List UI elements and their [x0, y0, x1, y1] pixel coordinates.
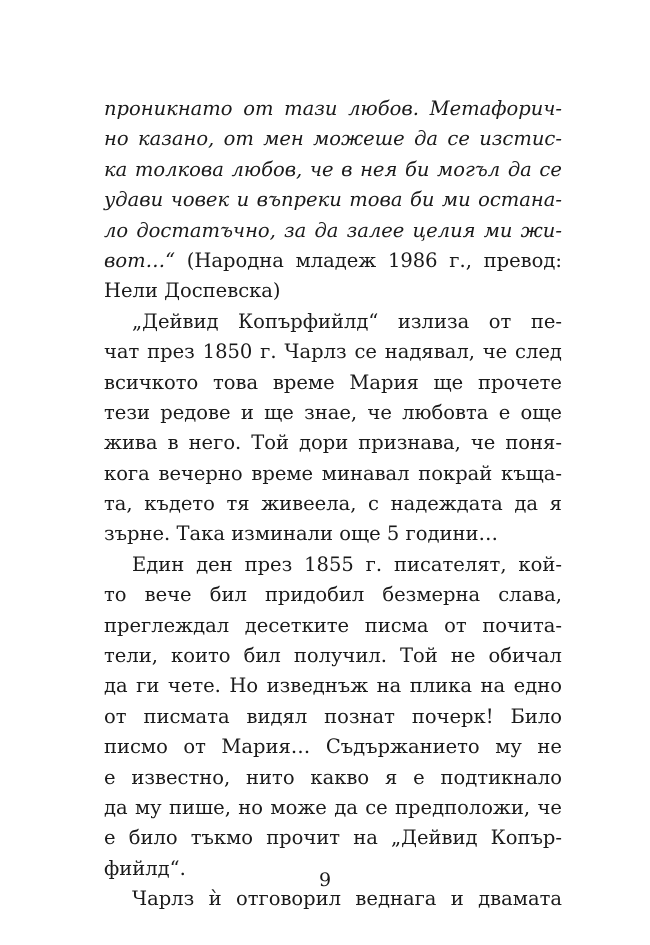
word: Копърфийлд“: [238, 309, 379, 333]
word: че: [482, 340, 508, 364]
word: че: [470, 431, 496, 455]
text-line: [104, 550, 562, 580]
word: тели,: [104, 644, 158, 668]
word: от: [444, 613, 467, 637]
text-line: [104, 368, 562, 398]
word: удави: [104, 188, 164, 212]
text-line: [104, 763, 562, 793]
word: видял: [246, 704, 308, 728]
word: на: [376, 674, 402, 698]
word: време: [272, 370, 335, 394]
word: познат: [324, 704, 395, 728]
text-line: [104, 641, 562, 671]
body-text: [104, 94, 562, 915]
word: вече: [144, 583, 192, 607]
word: жи-: [520, 218, 562, 242]
word: почита-: [482, 613, 562, 637]
word: въпреки: [256, 188, 342, 212]
word: да: [314, 218, 339, 242]
word: Доспевска): [164, 279, 281, 303]
word: ги: [136, 674, 160, 698]
word: „Дейвид: [391, 826, 478, 850]
word: това: [349, 188, 403, 212]
word: остана-: [478, 188, 562, 212]
word: за: [284, 218, 307, 242]
word: двамата: [478, 887, 562, 911]
word: години…: [405, 522, 499, 546]
word: но: [104, 127, 129, 151]
word: е: [413, 765, 425, 789]
word: предположи,: [395, 795, 531, 819]
text-line: [104, 185, 562, 215]
word: след: [515, 340, 562, 364]
word: бил: [209, 583, 247, 607]
word: писателят,: [393, 552, 507, 576]
word: му: [495, 735, 522, 759]
word: още: [520, 400, 562, 424]
word: Така: [176, 522, 225, 546]
word: младеж: [295, 248, 377, 272]
text-line: [104, 246, 562, 276]
word: живеела,: [261, 492, 357, 516]
word: пише,: [169, 795, 231, 819]
word: да: [507, 157, 532, 181]
word: целия: [412, 218, 476, 242]
word: Било: [510, 704, 562, 728]
text-line: [104, 611, 562, 641]
word: да: [514, 492, 538, 516]
word: се: [365, 795, 388, 819]
word: какво: [310, 765, 370, 789]
word: се: [539, 157, 562, 181]
word: минавал: [321, 461, 410, 485]
word: 1850: [202, 340, 253, 364]
word: известно,: [131, 765, 231, 789]
word: от: [104, 704, 127, 728]
word: че: [309, 157, 334, 181]
word: изстис-: [479, 127, 562, 151]
word: зърне.: [104, 522, 171, 546]
word: вот…“: [104, 248, 176, 272]
word: от: [223, 127, 254, 151]
word: бил: [243, 644, 281, 668]
word: Чарлз: [284, 340, 347, 364]
word: ка: [104, 157, 128, 181]
word: писмо: [104, 735, 168, 759]
word: че: [367, 400, 392, 424]
word: Съдържанието: [325, 735, 480, 759]
word: я: [549, 492, 562, 516]
word: веднага: [355, 887, 437, 911]
word: чат: [104, 340, 140, 364]
word: могъл: [437, 157, 501, 181]
text-line: [104, 216, 562, 246]
word: е: [104, 826, 116, 850]
word: с: [368, 492, 379, 516]
word: казано,: [137, 127, 215, 151]
word: г.,: [449, 248, 472, 272]
text-line: [104, 580, 562, 610]
word: надеждата: [390, 492, 503, 516]
word: нея: [360, 157, 398, 181]
word: можеше: [313, 127, 405, 151]
word: то: [104, 583, 127, 607]
word: поня-: [505, 431, 562, 455]
text-line: [104, 793, 562, 823]
word: отговорил: [235, 887, 342, 911]
word: него.: [188, 431, 242, 455]
word: тези: [104, 400, 150, 424]
text-line: [104, 732, 562, 762]
word: Метафорич-: [429, 97, 562, 120]
word: да: [334, 795, 358, 819]
word: че: [537, 795, 562, 819]
word: кой-: [518, 552, 562, 576]
word: 5: [386, 522, 400, 546]
word: Мария: [349, 370, 419, 394]
word: и: [236, 188, 250, 212]
text-line: [104, 276, 562, 306]
word: ло: [104, 218, 129, 242]
text-line: [104, 398, 562, 428]
word: на: [480, 674, 506, 698]
word: не: [450, 644, 476, 668]
word: Копър-: [490, 826, 562, 850]
word: се: [447, 127, 470, 151]
word: но: [238, 795, 264, 819]
word: писма: [364, 613, 429, 637]
text-line: [104, 124, 562, 154]
word: толкова: [134, 157, 224, 181]
word: почерк!: [411, 704, 494, 728]
word: г.: [365, 552, 383, 576]
word: ѝ: [208, 887, 222, 911]
word: да: [414, 127, 439, 151]
word: слава,: [498, 583, 562, 607]
word: не: [537, 735, 562, 759]
word: ще: [433, 370, 464, 394]
word: било: [128, 826, 178, 850]
text-line: [104, 337, 562, 367]
word: получил.: [293, 644, 387, 668]
text-line: [104, 94, 562, 124]
text-line: [104, 702, 562, 732]
word: Мария…: [221, 735, 311, 759]
word: преглеждал: [104, 613, 230, 637]
word: обичал: [488, 644, 562, 668]
word: достатъчно,: [136, 218, 276, 242]
word: любовта: [402, 400, 489, 424]
word: пе-: [530, 309, 562, 333]
word: редове: [160, 400, 231, 424]
word: Нели: [104, 279, 158, 303]
word: ден: [196, 552, 233, 576]
word: Той: [400, 644, 438, 668]
word: се: [354, 340, 377, 364]
word: от: [183, 735, 206, 759]
word: ми: [441, 188, 471, 212]
word: в: [341, 157, 353, 181]
word: е: [104, 765, 116, 789]
word: тя: [226, 492, 250, 516]
word: любов.: [348, 97, 419, 120]
word: където: [144, 492, 215, 516]
word: ще: [264, 400, 294, 424]
word: любов,: [231, 157, 303, 181]
text-line: [104, 307, 562, 337]
word: през: [244, 552, 293, 576]
word: кога: [104, 461, 150, 485]
text-line: [104, 671, 562, 701]
word: прочит: [266, 826, 341, 850]
word: ми: [483, 218, 513, 242]
text-line: [104, 428, 562, 458]
word: от: [243, 97, 274, 120]
word: къща-: [501, 461, 562, 485]
word: придобил: [264, 583, 365, 607]
word: признава,: [358, 431, 461, 455]
word: плика: [409, 674, 472, 698]
word: му: [135, 795, 162, 819]
word: и: [450, 887, 464, 911]
word: (Народна: [186, 248, 284, 272]
word: може: [270, 795, 327, 819]
word: 1986: [387, 248, 438, 272]
word: 1855: [304, 552, 354, 576]
word: излиза: [397, 309, 470, 333]
word: знае,: [304, 400, 358, 424]
word: нито: [246, 765, 295, 789]
word: би: [409, 188, 435, 212]
text-line: [104, 459, 562, 489]
word: от: [488, 309, 512, 333]
word: на: [353, 826, 378, 850]
word: човек: [170, 188, 230, 212]
word: залее: [346, 218, 405, 242]
word: изминали: [231, 522, 333, 546]
word: чете.: [167, 674, 221, 698]
text-line: [104, 489, 562, 519]
word: това: [213, 370, 259, 394]
word: Един: [132, 552, 185, 576]
word: жива: [104, 431, 158, 455]
word: дори: [299, 431, 349, 455]
word: тази: [284, 97, 338, 120]
word: е: [498, 400, 511, 424]
word: „Дейвид: [132, 309, 219, 333]
word: та,: [104, 492, 133, 516]
word: в: [167, 431, 179, 455]
word: време: [251, 461, 314, 485]
word: я: [384, 765, 398, 789]
word: покрай: [418, 461, 493, 485]
word: едно: [513, 674, 562, 698]
word: Но: [229, 674, 259, 698]
word: вечерно: [158, 461, 243, 485]
word: проникнато: [104, 97, 233, 120]
word: които: [171, 644, 231, 668]
word: изведнъж: [266, 674, 369, 698]
word: всичкото: [104, 370, 199, 394]
word: да: [104, 674, 128, 698]
word: през: [147, 340, 195, 364]
word: Той: [251, 431, 290, 455]
word: и: [240, 400, 254, 424]
text-line: [104, 823, 562, 853]
page-number: 9: [318, 869, 332, 891]
word: да: [104, 795, 128, 819]
word: мен: [263, 127, 304, 151]
word: фийлд“.: [104, 856, 186, 880]
text-line: [104, 155, 562, 185]
word: превод:: [483, 248, 562, 272]
word: надявал,: [384, 340, 475, 364]
word: Чарлз: [132, 887, 195, 911]
word: г.: [260, 340, 277, 364]
word: писмата: [143, 704, 230, 728]
word: тъкмо: [190, 826, 254, 850]
word: би: [404, 157, 430, 181]
word: безмерна: [382, 583, 481, 607]
text-line: [104, 519, 562, 549]
word: още: [339, 522, 381, 546]
word: подтикнало: [440, 765, 562, 789]
word: прочете: [477, 370, 562, 394]
word: десетките: [244, 613, 350, 637]
